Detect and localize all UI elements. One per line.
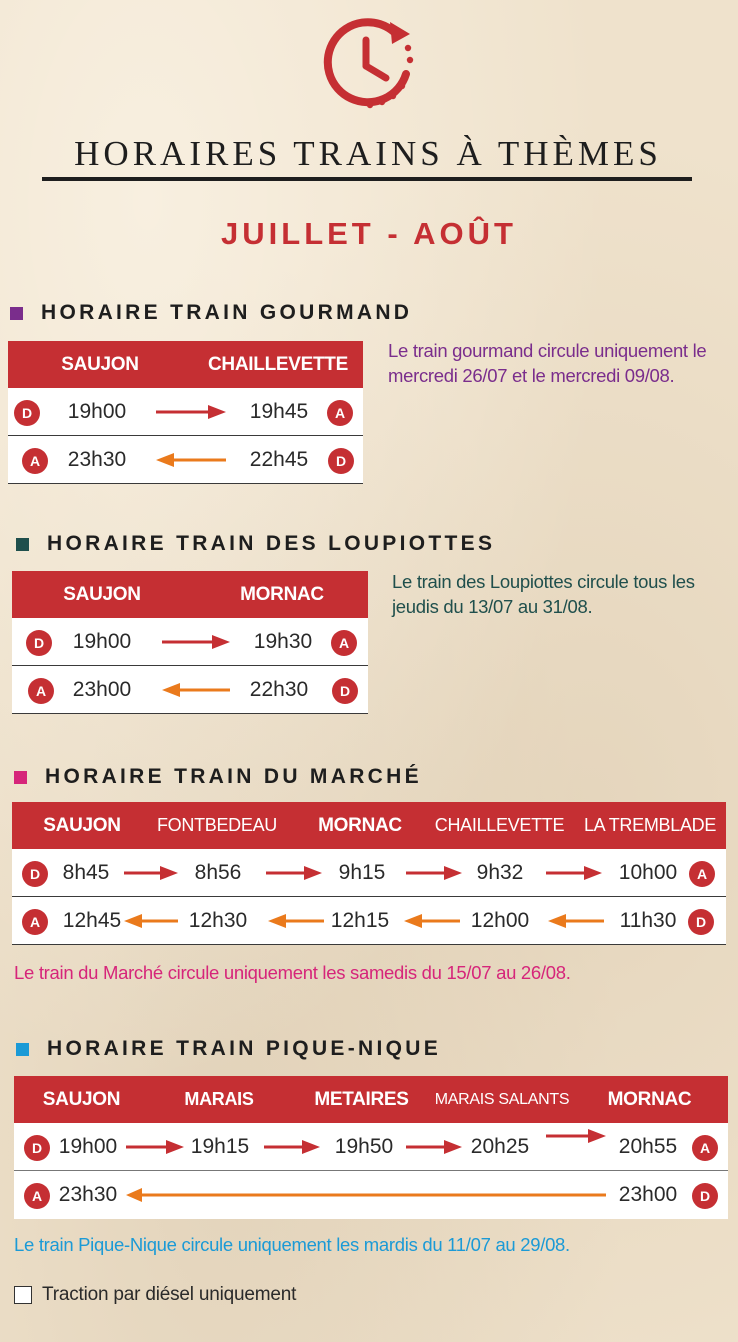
time-cell: 9h32	[476, 861, 524, 884]
table-row	[12, 849, 726, 897]
arrow-left-icon	[126, 1186, 606, 1204]
arrow-right-icon	[546, 864, 602, 882]
departure-badge: D	[688, 909, 714, 935]
arrow-left-icon	[404, 912, 460, 930]
table-header	[8, 341, 363, 388]
arrow-left-icon	[156, 451, 226, 469]
arrival-badge: A	[28, 678, 54, 704]
time-cell: 11h30	[619, 909, 677, 932]
arrow-right-icon	[264, 1138, 320, 1156]
station-header: SAUJON	[61, 354, 139, 375]
station-header: SAUJON	[63, 584, 141, 605]
table-gourmand	[8, 341, 363, 484]
time-cell: 19h45	[249, 400, 309, 423]
station-header: MARAIS	[184, 1089, 254, 1109]
station-header: LA TREMBLADE	[583, 815, 717, 835]
arrival-badge: A	[692, 1135, 718, 1161]
time-cell: 22h45	[249, 448, 309, 471]
note-piquenique: Le train Pique-Nique circule uniquement les mardis du 11/07 au 29/08.	[14, 1234, 570, 1255]
table-row	[8, 388, 363, 436]
departure-badge: D	[22, 861, 48, 887]
time-cell: 23h30	[58, 1183, 118, 1206]
station-header: MARAIS SALANTS	[434, 1091, 570, 1108]
table-loupiottes	[12, 571, 368, 714]
arrival-badge: A	[331, 630, 357, 656]
checkbox-square-icon	[14, 1286, 32, 1304]
arrow-left-icon	[548, 912, 604, 930]
table-header	[12, 571, 368, 618]
note-gourmand: Le train gourmand circule uniquement le mercredi 26/07 et le mercredi 09/08.	[388, 340, 707, 386]
months-subtitle: JUILLET - AOÛT	[221, 216, 517, 251]
time-cell: 19h30	[253, 630, 313, 653]
station-header: SAUJON	[42, 1089, 121, 1110]
pink-square-icon	[14, 771, 27, 784]
arrow-right-icon	[162, 633, 230, 651]
purple-square-icon	[10, 307, 23, 320]
time-cell: 12h45	[62, 909, 122, 932]
arrow-left-icon	[124, 912, 178, 930]
time-cell: 19h00	[58, 1135, 118, 1158]
teal-square-icon	[16, 538, 29, 551]
arrow-left-icon	[162, 681, 230, 699]
departure-badge: D	[14, 400, 40, 426]
arrow-right-icon	[126, 1138, 184, 1156]
table-row	[8, 436, 363, 484]
time-cell: 23h00	[618, 1183, 678, 1206]
arrow-right-icon	[266, 864, 322, 882]
time-cell: 23h30	[67, 448, 127, 471]
time-cell: 8h45	[62, 861, 110, 884]
arrow-right-icon	[406, 864, 462, 882]
legend-diesel	[14, 1284, 296, 1306]
departure-badge: D	[26, 630, 52, 656]
arrival-badge: A	[24, 1183, 50, 1209]
legend-diesel-label: Traction par diésel uniquement	[42, 1284, 297, 1305]
time-cell: 22h30	[249, 678, 309, 701]
title-divider	[42, 177, 692, 181]
table-header	[12, 802, 726, 849]
section-marche-heading: HORAIRE TRAIN DU MARCHÉ	[14, 765, 422, 789]
section-gourmand-heading: HORAIRE TRAIN GOURMAND	[10, 301, 412, 325]
time-cell: 19h00	[72, 630, 132, 653]
clock-icon	[322, 16, 416, 110]
departure-badge: D	[332, 678, 358, 704]
arrival-badge: A	[22, 448, 48, 474]
table-row	[14, 1123, 728, 1171]
time-cell: 19h50	[334, 1135, 394, 1158]
time-cell: 9h15	[338, 861, 386, 884]
arrival-badge: A	[22, 909, 48, 935]
table-header	[14, 1076, 728, 1123]
station-header: FONTBEDEAU	[156, 815, 277, 835]
page-title: HORAIRES TRAINS À THÈMES	[74, 134, 662, 173]
arrival-badge: A	[689, 861, 715, 887]
section-loupiottes-heading: HORAIRE TRAIN DES LOUPIOTTES	[16, 532, 495, 556]
blue-square-icon	[16, 1043, 29, 1056]
arrow-left-icon	[268, 912, 324, 930]
departure-badge: D	[24, 1135, 50, 1161]
time-cell: 23h00	[72, 678, 132, 701]
table-row	[12, 666, 368, 714]
table-piquenique	[14, 1076, 728, 1219]
station-header: METAIRES	[314, 1089, 409, 1110]
station-header: CHAILLEVETTE	[434, 815, 565, 835]
station-header: CHAILLEVETTE	[208, 354, 348, 375]
arrival-badge: A	[327, 400, 353, 426]
arrow-right-icon	[156, 403, 226, 421]
table-marche	[12, 802, 726, 945]
time-cell: 19h00	[67, 400, 127, 423]
time-cell: 20h55	[618, 1135, 678, 1158]
table-row	[12, 618, 368, 666]
note-loupiottes: Le train des Loupiottes circule tous les jeudis du 13/07 au 31/08.	[392, 571, 695, 617]
departure-badge: D	[692, 1183, 718, 1209]
arrow-right-icon	[546, 1127, 606, 1145]
time-cell: 10h00	[618, 861, 678, 884]
time-cell: 20h25	[470, 1135, 530, 1158]
table-row	[14, 1171, 728, 1219]
time-cell: 12h00	[470, 909, 530, 932]
table-row	[12, 897, 726, 945]
section-piquenique-heading: HORAIRE TRAIN PIQUE-NIQUE	[16, 1037, 441, 1061]
departure-badge: D	[328, 448, 354, 474]
note-marche: Le train du Marché circule uniquement les samedis du 15/07 au 26/08.	[14, 962, 571, 983]
station-header: MORNAC	[318, 815, 402, 836]
time-cell: 8h56	[194, 861, 242, 884]
station-header: MORNAC	[607, 1089, 692, 1110]
arrow-right-icon	[406, 1138, 462, 1156]
station-header: SAUJON	[43, 815, 121, 836]
time-cell: 12h30	[188, 909, 248, 932]
time-cell: 12h15	[330, 909, 390, 932]
arrow-right-icon	[124, 864, 178, 882]
time-cell: 19h15	[190, 1135, 250, 1158]
station-header: MORNAC	[240, 584, 324, 605]
